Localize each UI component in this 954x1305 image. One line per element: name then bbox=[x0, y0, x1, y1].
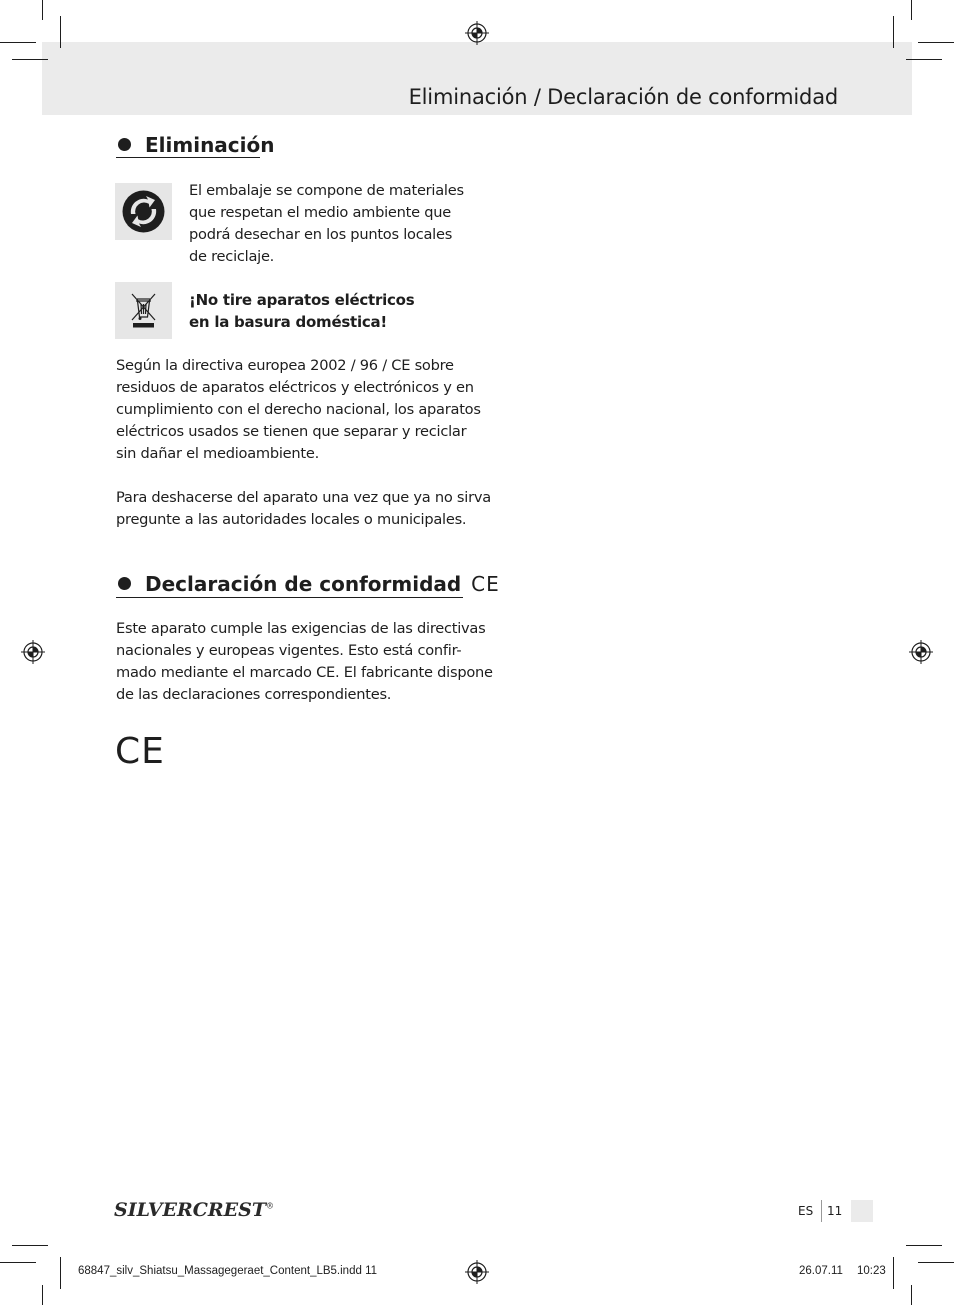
crop-mark bbox=[893, 1257, 894, 1289]
conformity-heading-rule bbox=[116, 597, 463, 598]
ce-mark: CE bbox=[115, 731, 165, 772]
crop-mark bbox=[918, 1262, 954, 1263]
crop-mark bbox=[60, 1257, 61, 1289]
registration-mark-icon bbox=[465, 1260, 489, 1284]
text-line: podrá desechar en los puntos locales bbox=[189, 226, 453, 243]
brand-logo bbox=[114, 1199, 274, 1221]
text-line: cumplimiento con el derecho nacional, los aparatos bbox=[116, 401, 481, 418]
crop-mark bbox=[0, 1262, 36, 1263]
registration-mark-icon bbox=[465, 21, 489, 45]
text-line: nacionales y europeas vigentes. Esto está confir- bbox=[116, 642, 462, 659]
crop-mark bbox=[911, 1285, 912, 1305]
page-number: 11 bbox=[827, 1204, 843, 1218]
page-tab bbox=[851, 1200, 873, 1222]
brand-name: SILVERCREST bbox=[114, 1199, 266, 1221]
registration-mark-icon bbox=[909, 640, 933, 664]
warning-line: ¡No tire aparatos eléctricos bbox=[189, 291, 415, 309]
text-line: Este aparato cumple las exigencias de las directivas bbox=[116, 620, 486, 637]
directive-paragraph bbox=[116, 355, 481, 465]
language-code: ES bbox=[798, 1204, 814, 1218]
crop-mark bbox=[12, 1245, 48, 1246]
ce-heading-mark: CE bbox=[471, 572, 500, 596]
weee-icon-box bbox=[115, 282, 172, 339]
registration-mark-icon bbox=[21, 640, 45, 664]
text-line: eléctricos usados se tienen que separar y reciclar bbox=[116, 423, 467, 440]
crop-mark bbox=[42, 1285, 43, 1305]
crop-mark bbox=[42, 0, 43, 20]
crossed-out-wheelie-bin-icon bbox=[115, 282, 172, 339]
warning-line: en la basura doméstica! bbox=[189, 313, 387, 331]
print-slug-date: 26.07.11 bbox=[799, 1265, 843, 1277]
conformity-heading bbox=[116, 571, 500, 597]
print-slug-file: 68847_silv_Shiatsu_Massagegeraet_Content_LB5.indd 11 bbox=[78, 1265, 378, 1277]
text-line: Según la directiva europea 2002 / 96 / CE sobre bbox=[116, 357, 454, 374]
conformity-paragraph bbox=[116, 618, 493, 706]
text-line: sin dañar el medioambiente. bbox=[116, 445, 319, 462]
conformity-heading-text: Declaración de conformidad bbox=[145, 572, 462, 596]
packaging-icon-box bbox=[115, 183, 172, 240]
crop-mark bbox=[60, 16, 61, 48]
packaging-text bbox=[189, 180, 464, 268]
text-line: Para deshacerse del aparato una vez que ya no sirva bbox=[116, 489, 491, 506]
disposal-heading bbox=[116, 132, 275, 158]
authorities-paragraph bbox=[116, 487, 491, 531]
crop-mark bbox=[918, 42, 954, 43]
footer-divider bbox=[821, 1200, 822, 1222]
text-line: pregunte a las autoridades locales o municipales. bbox=[116, 511, 467, 528]
text-line: mado mediante el marcado CE. El fabricante dispone bbox=[116, 664, 493, 681]
page-title: Eliminación / Declaración de conformidad bbox=[408, 85, 838, 109]
crop-mark bbox=[0, 42, 36, 43]
crop-mark bbox=[911, 0, 912, 20]
crop-mark bbox=[906, 1245, 942, 1246]
crop-mark bbox=[12, 59, 48, 60]
text-line: que respetan el medio ambiente que bbox=[189, 204, 451, 221]
bullet-icon bbox=[118, 138, 131, 151]
text-line: de reciclaje. bbox=[189, 248, 275, 265]
crop-mark bbox=[906, 59, 942, 60]
text-line: residuos de aparatos eléctricos y electrónicos y en bbox=[116, 379, 474, 396]
bullet-icon bbox=[118, 577, 131, 590]
disposal-heading-text: Eliminación bbox=[145, 133, 275, 157]
weee-warning bbox=[189, 289, 414, 333]
green-dot-recycling-icon bbox=[115, 183, 172, 240]
crop-mark bbox=[893, 16, 894, 48]
print-slug-time: 10:23 bbox=[857, 1265, 886, 1277]
disposal-heading-rule bbox=[116, 157, 260, 158]
text-line: El embalaje se compone de materiales bbox=[189, 182, 464, 199]
text-line: de las declaraciones correspondientes. bbox=[116, 686, 392, 703]
registered-mark: ® bbox=[265, 1201, 274, 1211]
